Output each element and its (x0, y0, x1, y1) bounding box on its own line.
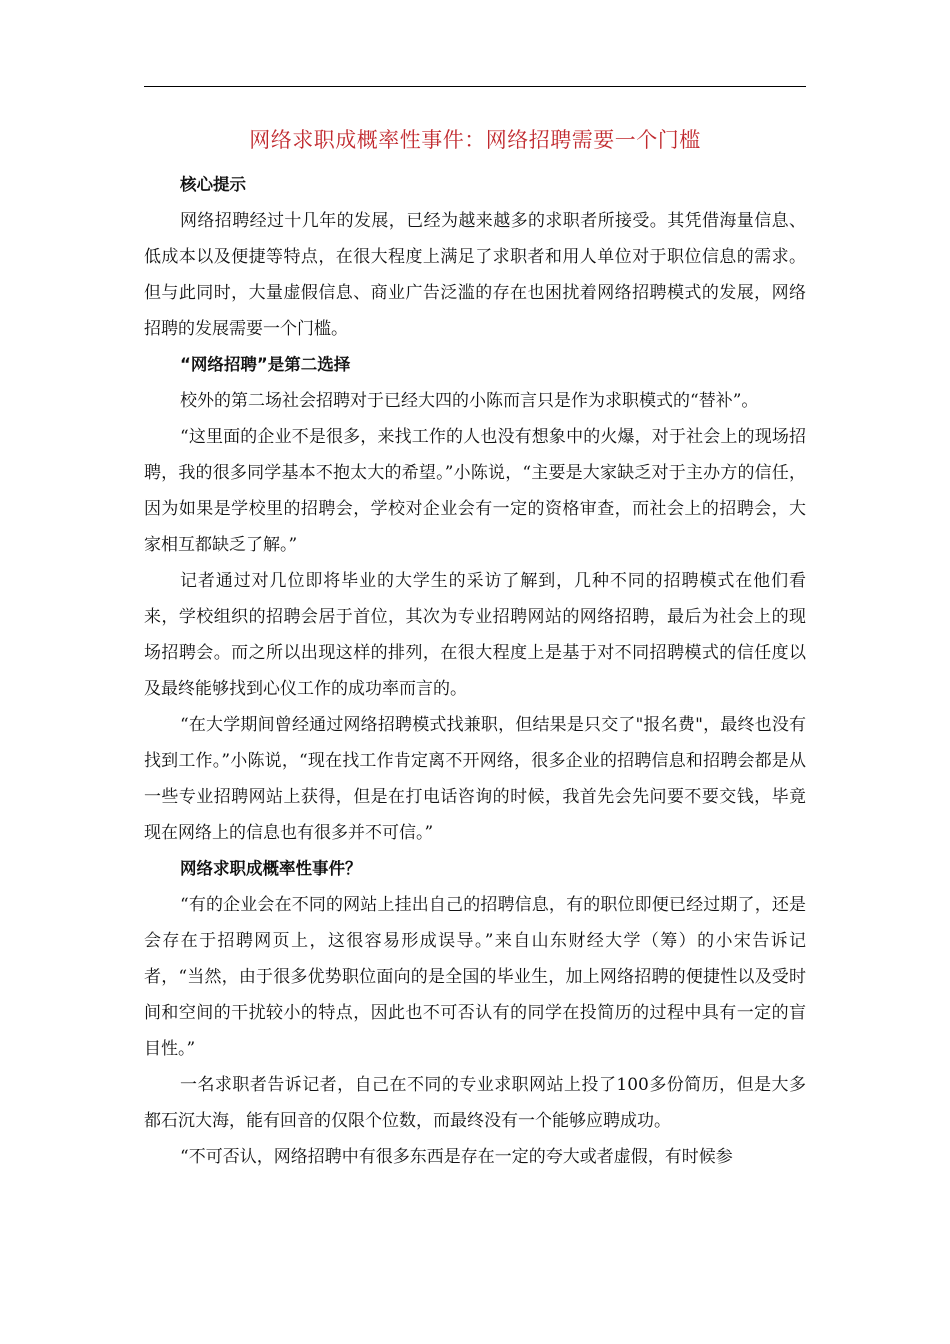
paragraph: “在大学期间曾经通过网络招聘模式找兼职，但结果是只交了"报名费"，最终也没有找到工作。”小陈说，“现在找工作肯定离不开网络，很多企业的招聘信息和招聘会都是从一些专业招聘网站上获得，但是在打电话咨询的时候，我首先会先问要不要交钱，毕竟现在网络上的信息也有很多并不可信。” (144, 715, 806, 843)
paragraph: 记者通过对几位即将毕业的大学生的采访了解到，几种不同的招聘模式在他们看来，学校组织的招聘会居于首位，其次为专业招聘网站的网络招聘，最后为社会上的现场招聘会。而之所以出现这样的排列，在很大程度上是基于对不同招聘模式的信任度以及最终能够找到心仪工作的成功率而言的。 (144, 571, 806, 699)
paragraph: “不可否认，网络招聘中有很多东西是存在一定的夸大或者虚假，有时候参 (180, 1147, 733, 1167)
header-rule (144, 86, 806, 87)
paragraph: 一名求职者告诉记者，自己在不同的专业求职网站上投了100多份简历，但是大多都石沉大海，能有回音的仅限个位数，而最终没有一个能够应聘成功。 (144, 1075, 806, 1131)
paragraph: “这里面的企业不是很多，来找工作的人也没有想象中的火爆，对于社会上的现场招聘，我的很多同学基本不抱太大的希望。”小陈说，“主要是大家缺乏对于主办方的信任，因为如果是学校里的招聘会，学校对企业会有一定的资格审查，而社会上的招聘会，大家相互都缺乏了解。” (144, 427, 806, 555)
article-title: 网络求职成概率性事件：网络招聘需要一个门槛 (249, 128, 701, 152)
section-heading: 核心提示 (180, 175, 246, 194)
paragraph: “有的企业会在不同的网站上挂出自己的招聘信息，有的职位即便已经过期了，还是会存在于招聘网页上，这很容易形成误导。”来自山东财经大学（筹）的小宋告诉记者，“当然，由于很多优势职位面向的是全国的毕业生，加上网络招聘的便捷性以及受时间和空间的干扰较小的特点，因此也不可否认有的同学在投简历的过程中具有一定的盲目性。” (144, 895, 806, 1059)
section-heading: 网络求职成概率性事件？ (180, 859, 362, 878)
article-body (144, 122, 806, 1175)
section-heading: “网络招聘”是第二选择 (180, 355, 351, 374)
paragraph: 校外的第二场社会招聘对于已经大四的小陈而言只是作为求职模式的“替补”。 (180, 391, 759, 411)
paragraph: 网络招聘经过十几年的发展，已经为越来越多的求职者所接受。其凭借海量信息、低成本以及便捷等特点，在很大程度上满足了求职者和用人单位对于职位信息的需求。但与此同时，大量虚假信息、商业广告泛滥的存在也困扰着网络招聘模式的发展，网络招聘的发展需要一个门槛。 (144, 211, 806, 339)
